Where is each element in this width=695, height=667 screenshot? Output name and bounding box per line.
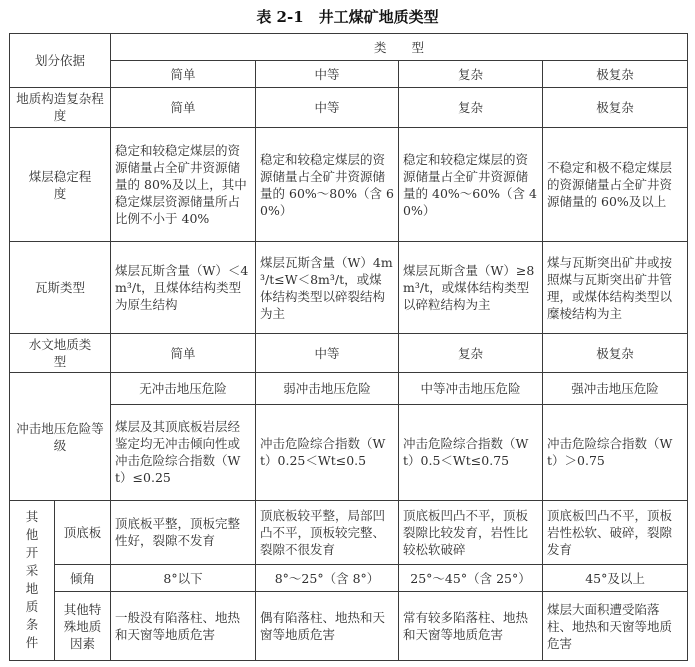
table-cell: 一般没有陷落柱、地热和天窗等地质危害 bbox=[111, 592, 256, 661]
row-label-roof: 顶底板 bbox=[55, 500, 111, 565]
table-row bbox=[10, 592, 688, 661]
row-label-other-conditions bbox=[10, 500, 55, 660]
row-label-special: 其他特殊地质因素 bbox=[55, 592, 111, 661]
row-label-structure: 地质构造复杂程度 bbox=[10, 88, 111, 128]
table-row bbox=[10, 500, 688, 565]
header-col-complex: 复杂 bbox=[399, 61, 543, 88]
table-cell: 25°～45°（含 25°） bbox=[399, 565, 543, 592]
table-cell: 顶底板平整，顶板完整性好，裂隙不发育 bbox=[111, 500, 256, 565]
table-cell: 8°以下 bbox=[111, 565, 256, 592]
row-label-seam-stability: 煤层稳定程 度 bbox=[10, 127, 111, 242]
table-cell: 复杂 bbox=[399, 88, 543, 128]
coal-mine-geology-table bbox=[9, 33, 688, 661]
table-row bbox=[10, 404, 688, 500]
table-row bbox=[10, 373, 688, 404]
row-label-dip: 倾角 bbox=[55, 565, 111, 592]
table-row bbox=[10, 127, 688, 242]
table-row bbox=[10, 242, 688, 334]
header-cols-row bbox=[10, 61, 688, 88]
table-cell: 复杂 bbox=[399, 333, 543, 373]
table-cell: 稳定和较稳定煤层的资源储量占全矿井资源储量的 60%～80%（含 60%） bbox=[256, 127, 399, 242]
table-row bbox=[10, 88, 688, 128]
row-label-hydro: 水文地质类 型 bbox=[10, 333, 111, 373]
table-cell: 8°～25°（含 8°） bbox=[256, 565, 399, 592]
table-cell: 煤层瓦斯含量（W）＜4m³/t，且煤体结构类型为原生结构 bbox=[111, 242, 256, 334]
table-cell: 稳定和较稳定煤层的资源储量占全矿井资源储量的 80%及以上，其中稳定煤层资源储量所占比例不小于 40% bbox=[111, 127, 256, 242]
header-basis: 划分依据 bbox=[10, 34, 111, 88]
table-cell: 冲击危险综合指数（Wt）＞0.75 bbox=[543, 404, 688, 500]
table-cell: 煤与瓦斯突出矿井或按照煤与瓦斯突出矿井管理，或煤体结构类型以糜棱结构为主 bbox=[543, 242, 688, 334]
table-cell: 偶有陷落柱、地热和天窗等地质危害 bbox=[256, 592, 399, 661]
table-cell: 无冲击地压危险 bbox=[111, 373, 256, 404]
table-cell: 顶底板凹凸不平，顶板岩性松软、破碎，裂隙发育 bbox=[543, 500, 688, 565]
header-row bbox=[10, 34, 688, 61]
table-cell: 煤层瓦斯含量（W）4m³/t≤W＜8m³/t，或煤体结构类型以碎裂结构为主 bbox=[256, 242, 399, 334]
table-cell: 简单 bbox=[111, 88, 256, 128]
table-cell: 极复杂 bbox=[543, 88, 688, 128]
table-cell: 中等 bbox=[256, 88, 399, 128]
table-cell: 煤层大面积遭受陷落柱、地热和天窗等地质危害 bbox=[543, 592, 688, 661]
table-cell: 煤层及其顶底板岩层经鉴定均无冲击倾向性或冲击危险综合指数（Wt）≤0.25 bbox=[111, 404, 256, 500]
header-type: 类 型 bbox=[111, 34, 688, 61]
table-cell: 弱冲击地压危险 bbox=[256, 373, 399, 404]
header-col-very-complex: 极复杂 bbox=[543, 61, 688, 88]
table-cell: 稳定和较稳定煤层的资源储量占全矿井资源储量的 40%～60%（含 40%） bbox=[399, 127, 543, 242]
table-cell: 冲击危险综合指数（Wt）0.25＜Wt≤0.5 bbox=[256, 404, 399, 500]
table-cell: 中等 bbox=[256, 333, 399, 373]
table-cell: 强冲击地压危险 bbox=[543, 373, 688, 404]
table-cell: 顶底板较平整，局部凹凸不平，顶板较完整、裂隙不很发育 bbox=[256, 500, 399, 565]
table-cell: 不稳定和极不稳定煤层的资源储量占全矿井资源储量的 60%及以上 bbox=[543, 127, 688, 242]
table-cell: 常有较多陷落柱、地热和天窗等地质危害 bbox=[399, 592, 543, 661]
other-conditions-label: 其他开采地质条件 bbox=[25, 509, 39, 651]
table-cell: 冲击危险综合指数（Wt）0.5＜Wt≤0.75 bbox=[399, 404, 543, 500]
table-cell: 简单 bbox=[111, 333, 256, 373]
header-col-simple: 简单 bbox=[111, 61, 256, 88]
header-col-medium: 中等 bbox=[256, 61, 399, 88]
table-row bbox=[10, 565, 688, 592]
table-cell: 极复杂 bbox=[543, 333, 688, 373]
row-label-gas: 瓦斯类型 bbox=[10, 242, 111, 334]
table-cell: 中等冲击地压危险 bbox=[399, 373, 543, 404]
table-cell: 煤层瓦斯含量（W）≥8m³/t，或煤体结构类型以碎粒结构为主 bbox=[399, 242, 543, 334]
table-row bbox=[10, 333, 688, 373]
table-cell: 45°及以上 bbox=[543, 565, 688, 592]
table-title: 表 2-1 井工煤矿地质类型 bbox=[256, 8, 439, 26]
table-cell: 顶底板凹凸不平，顶板裂隙比较发育，岩性比较松软破碎 bbox=[399, 500, 543, 565]
row-label-burst: 冲击地压危险等级 bbox=[10, 373, 111, 500]
